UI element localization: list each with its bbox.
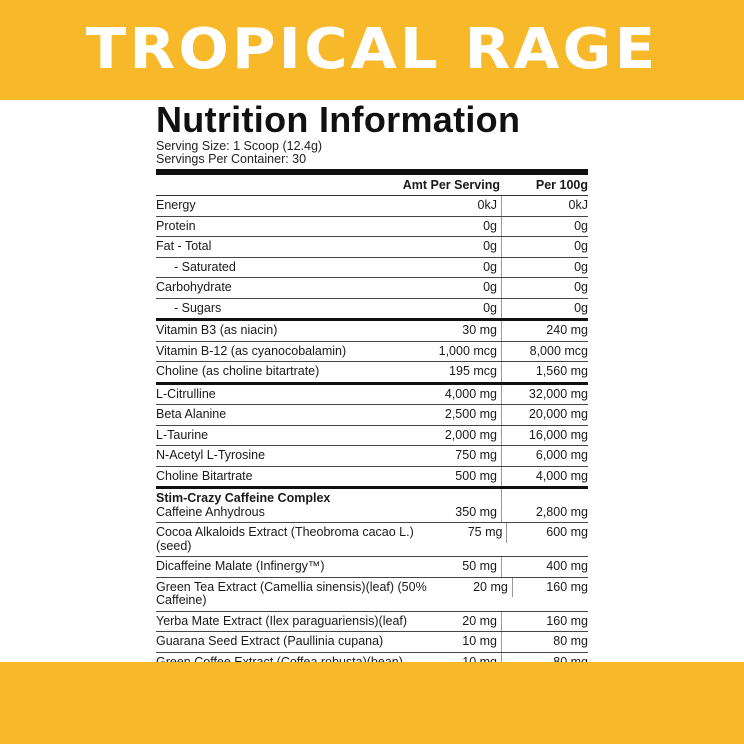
table-row — [156, 342, 588, 363]
row-name: Fat - Total — [156, 239, 212, 253]
row-per100: 4,000 mg — [535, 468, 588, 483]
row-amt: 20 mg — [454, 578, 513, 598]
row-per100: 6,000 mg — [535, 448, 588, 462]
row-amt: 20 mg — [435, 612, 502, 632]
row-name: Vitamin B3 (as niacin) — [156, 323, 278, 337]
row-per100: 32,000 mg — [528, 386, 588, 401]
row-name: Vitamin B-12 (as cyanocobalamin) — [156, 343, 347, 358]
row-per100: 2,800 mg — [535, 504, 588, 519]
table-row — [156, 632, 588, 653]
table-row — [156, 557, 588, 578]
row-amt: 350 mg — [369, 489, 502, 522]
row-amt: 4,000 mg — [369, 385, 502, 405]
row-per100: 160 mg — [546, 613, 588, 628]
row-name: - Saturated — [174, 259, 236, 274]
table-row — [156, 362, 588, 385]
row-amt: 0g — [369, 237, 502, 257]
row-name: N-Acetyl L-Tyrosine — [156, 448, 266, 462]
table-row — [156, 467, 588, 490]
table-row — [156, 612, 588, 633]
row-name: L-Taurine — [156, 427, 209, 442]
row-per100: 0g — [574, 300, 588, 315]
row-amt: 50 mg — [435, 557, 502, 577]
table-row — [156, 523, 588, 557]
table-row — [156, 385, 588, 406]
row-amt: 0g — [369, 217, 502, 237]
table-row — [156, 278, 588, 299]
row-per100: 0g — [574, 239, 588, 253]
serving-size: Serving Size: 1 Scoop (12.4g) — [156, 139, 323, 153]
row-amt: 750 mg — [369, 446, 502, 466]
row-amt: 0g — [369, 278, 502, 298]
table-row — [156, 489, 588, 523]
row-amt: 75 mg — [444, 523, 507, 543]
row-amt: 0kJ — [369, 196, 502, 216]
col-per100-header: Per 100g — [535, 178, 588, 192]
row-per100: 600 mg — [546, 525, 588, 539]
row-name: Caffeine Anhydrous — [156, 504, 265, 519]
top-banner — [0, 0, 744, 100]
row-per100: 0kJ — [568, 198, 588, 212]
table-row — [156, 578, 588, 612]
row-amt: 10 mg — [435, 632, 502, 652]
row-amt: 2,500 mg — [369, 405, 502, 425]
row-amt: 1,000 mcg — [369, 342, 502, 362]
col-amt-header: Amt Per Serving — [402, 178, 500, 192]
table-row — [156, 446, 588, 467]
product-title: TROPICAL RAGE — [85, 17, 659, 82]
row-per100: 240 mg — [546, 323, 588, 337]
row-name: Dicaffeine Malate (Infinergy™) — [156, 559, 325, 573]
table-row — [156, 426, 588, 447]
row-per100: 1,560 mg — [535, 364, 588, 378]
row-per100: 160 mg — [546, 579, 588, 594]
row-amt: 2,000 mg — [369, 426, 502, 446]
row-name: Choline (as choline bitartrate) — [156, 364, 320, 378]
row-per100: 0g — [574, 280, 588, 294]
row-name: Green Tea Extract (Camellia sinensis)(leaf) (50% Caffeine) — [156, 579, 427, 607]
table-row — [156, 299, 588, 322]
row-name: Cocoa Alkaloids Extract (Theobroma cacao L.)(seed) — [156, 525, 414, 553]
row-name: Choline Bitartrate — [156, 468, 253, 483]
row-name: Carbohydrate — [156, 280, 232, 294]
row-amt: 0g — [369, 299, 502, 319]
row-amt: 30 mg — [369, 321, 502, 341]
row-amt: 500 mg — [369, 467, 502, 487]
row-per100: 20,000 mg — [528, 407, 588, 421]
row-name: Beta Alanine — [156, 407, 227, 421]
table-row — [156, 258, 588, 279]
row-name: Yerba Mate Extract (Ilex paraguariensis)(leaf) — [156, 613, 408, 628]
servings-per-container: Servings Per Container: 30 — [156, 152, 307, 166]
section-title: Stim-Crazy Caffeine Complex — [156, 491, 331, 505]
bottom-banner — [0, 662, 744, 744]
row-amt: 0g — [369, 258, 502, 278]
row-name: Protein — [156, 218, 196, 233]
nutrition-panel — [156, 100, 588, 673]
table-row — [156, 321, 588, 342]
panel-heading: Nutrition Information — [156, 99, 521, 140]
row-name-group — [156, 489, 369, 522]
row-per100: 16,000 mg — [528, 427, 588, 442]
table-row — [156, 196, 588, 217]
row-per100: 8,000 mcg — [529, 343, 588, 358]
row-per100: 0g — [574, 218, 588, 233]
row-per100: 400 mg — [546, 559, 588, 573]
row-name: Energy — [156, 198, 196, 212]
row-name: Guarana Seed Extract (Paullinia cupana) — [156, 634, 384, 648]
table-row — [156, 237, 588, 258]
row-name: - Sugars — [174, 300, 222, 315]
table-row — [156, 405, 588, 426]
column-header — [156, 175, 588, 196]
row-name: L-Citrulline — [156, 386, 216, 401]
row-per100: 80 mg — [553, 634, 588, 648]
row-amt: 195 mcg — [369, 362, 502, 382]
row-per100: 0g — [574, 259, 588, 274]
table-row — [156, 217, 588, 238]
